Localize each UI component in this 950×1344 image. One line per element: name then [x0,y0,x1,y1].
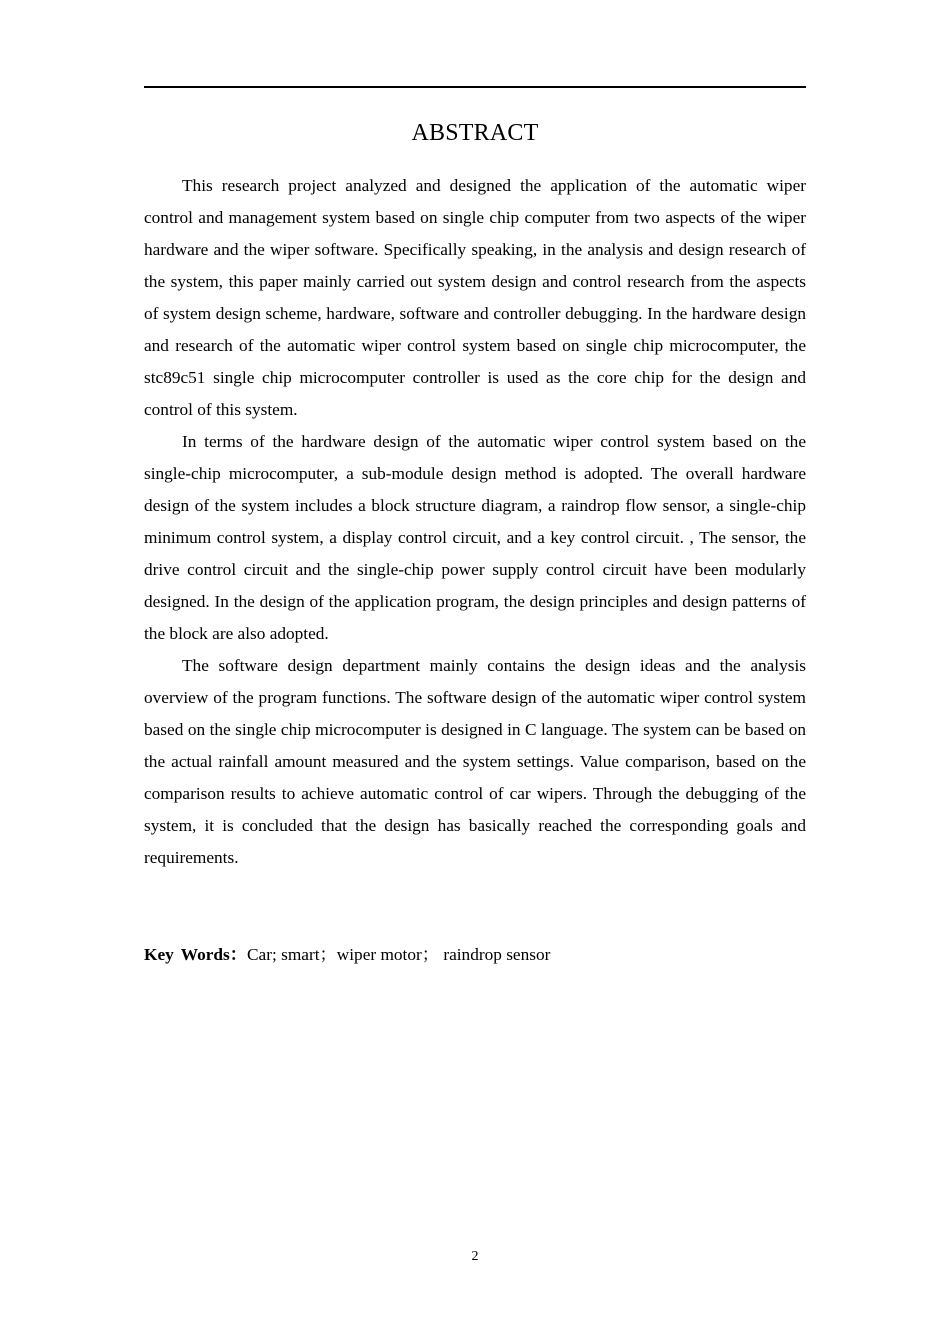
abstract-paragraph-3: The software design department mainly contains the design ideas and the analysis overview of the program functions. The software design of the automatic wiper control system based on the single chip microcomputer is designed in C language. The system can be based on the actual rainfall amount measured and the system settings. Value comparison, based on the comparison results to achieve automatic control of car wipers. Through the debugging of the system, it is concluded that the design has basically reached the corresponding goals and requirements. [144,656,806,867]
page-title: ABSTRACT [411,120,539,146]
abstract-body [144,170,806,874]
keywords-label: Key Words： [144,945,248,964]
header-rule [144,86,806,88]
abstract-paragraph-1: This research project analyzed and designed the application of the automatic wiper control and management system based on single chip computer from two aspects of the wiper hardware and the wiper software. Specifically speaking, in the analysis and design research of the system, this paper mainly carried out system design and control research from the aspects of system design scheme, hardware, software and controller debugging. In the hardware design and research of the automatic wiper control system based on single chip microcomputer, the stc89c51 single chip microcomputer controller is used as the core chip for the design and control of this system. [144,176,806,419]
page-number: 2 [471,1249,479,1264]
abstract-paragraph-2: In terms of the hardware design of the automatic wiper control system based on the single-chip microcomputer, a sub-module design method is adopted. The overall hardware design of the system includes a block structure diagram, a raindrop flow sensor, a single-chip minimum control system, a display control circuit, and a key control circuit. , The sensor, the drive control circuit and the single-chip power supply control circuit have been modularly designed. In the design of the application program, the design principles and design patterns of the block are also adopted. [144,432,806,643]
keywords-line [144,939,806,971]
keywords-value: Car; smart；wiper motor； raindrop sensor [247,945,551,964]
